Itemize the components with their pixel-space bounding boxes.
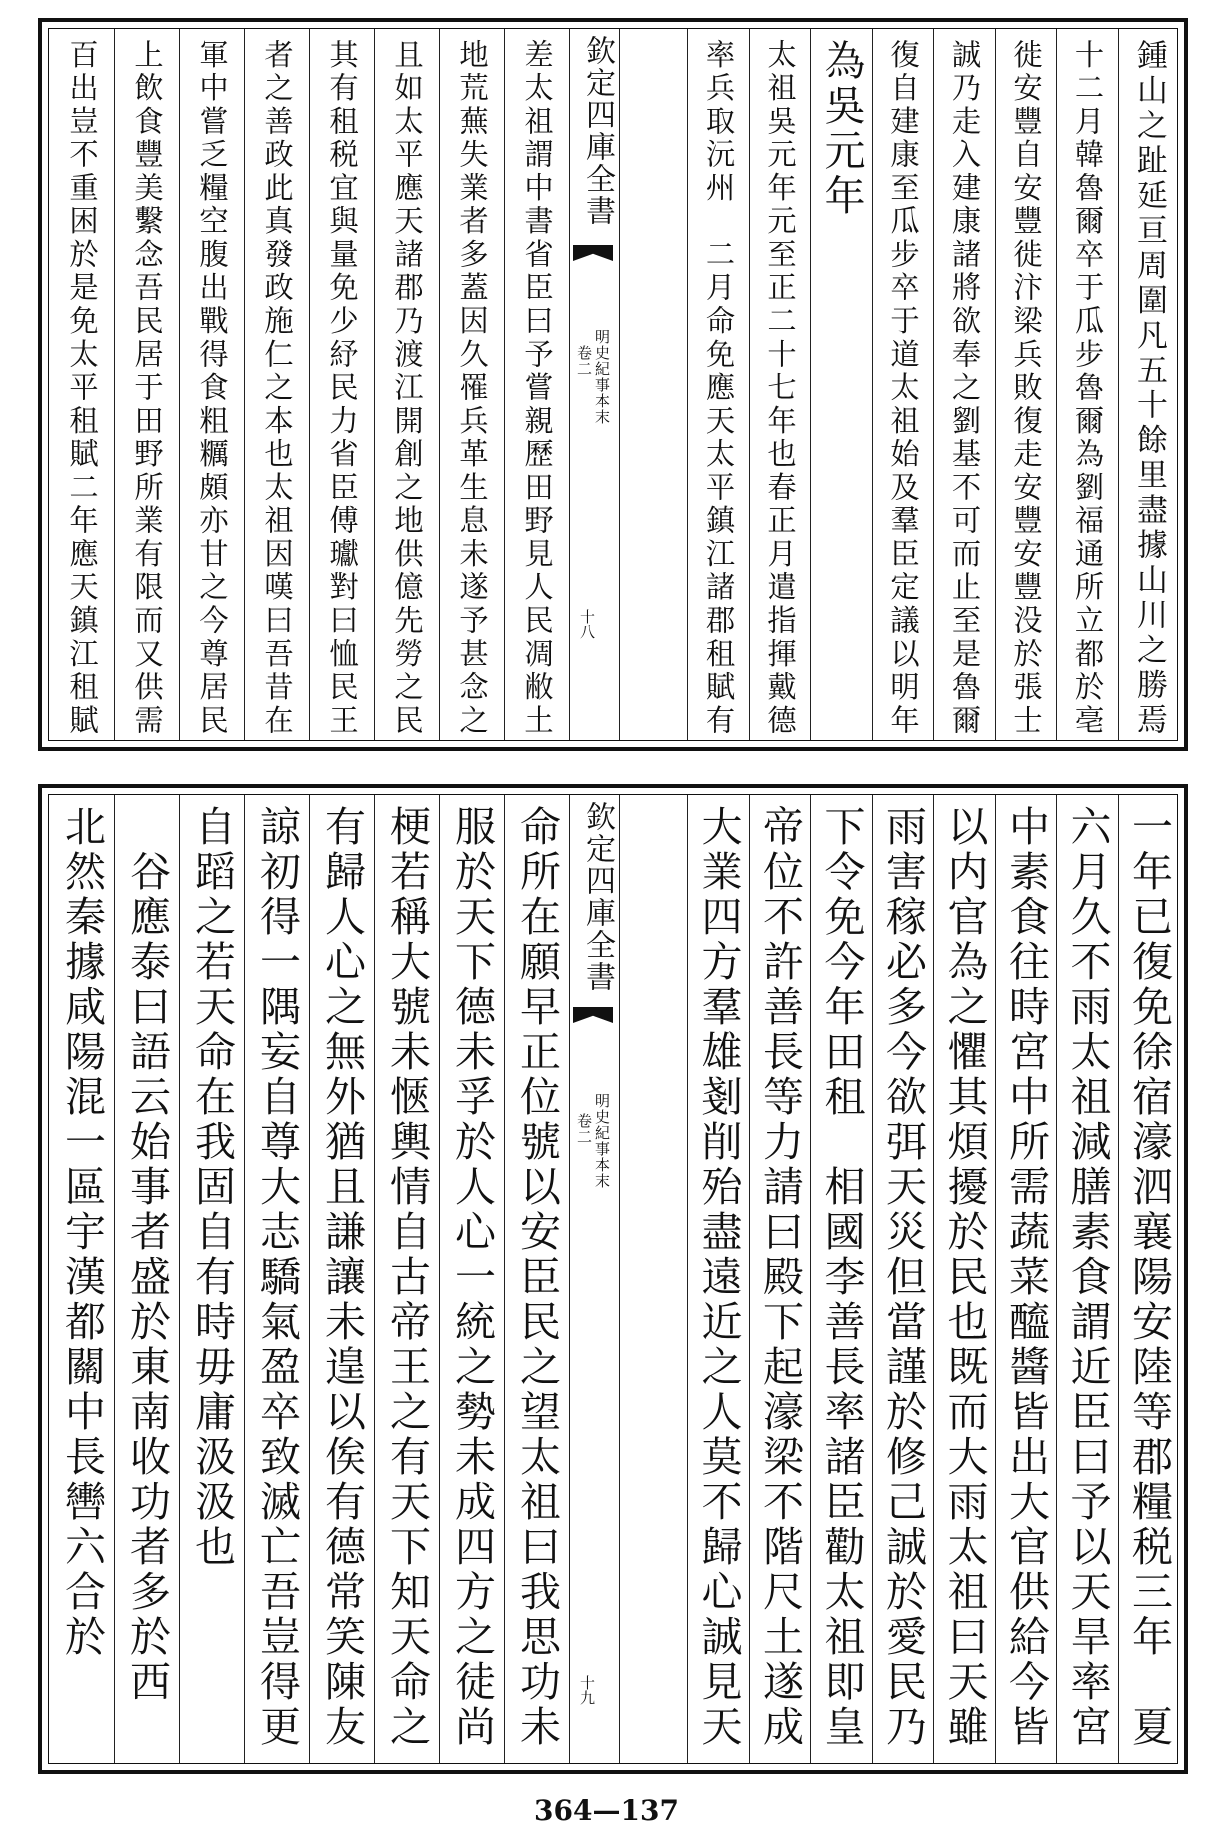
column-rule <box>439 29 440 740</box>
text-column: 命所在願早正位號以安臣民之望太祖曰我思功未 <box>513 805 561 1750</box>
text-column: 六月久不雨太祖減膳素食謂近臣曰予以天旱率宮 <box>1063 805 1112 1750</box>
column-rule <box>687 795 688 1763</box>
text-column: 雨害稼必多今欲弭天災但當謹於修己誠於愛民乃 <box>879 805 927 1750</box>
text-column: 誠乃走入建康諸將欲奉之劉基不可而止至是魯爾 <box>947 39 982 738</box>
page-footer-number: 364—137 <box>534 1794 679 1827</box>
column-rule <box>872 795 873 1763</box>
top-page-frame <box>48 28 1178 741</box>
column-rule <box>1118 795 1119 1763</box>
column-rule <box>114 29 115 740</box>
text-column: 梗若稱大號未愜輿情自古帝王之有天下知天命之 <box>383 805 431 1750</box>
column-rule <box>114 795 115 1763</box>
text-column: 以内官為之懼其煩擾於民也既而大雨太祖曰天雖 <box>940 805 989 1750</box>
center-strip-rule <box>619 29 620 740</box>
text-column: 率兵取沅州 二月命免應天太平鎮江諸郡租賦有 <box>701 39 736 738</box>
column-rule <box>749 795 750 1763</box>
text-column: 者之善政此真發政施仁之本也太祖因嘆曰吾昔在 <box>260 39 294 738</box>
column-rule <box>504 795 505 1763</box>
center-title: 欽定四庫全書 <box>580 35 615 227</box>
center-book-title: 明史紀事本末 <box>593 1093 611 1189</box>
column-rule <box>309 29 310 740</box>
center-title: 欽定四庫全書 <box>580 801 615 993</box>
column-rule <box>244 29 245 740</box>
text-column: 上飲食豐美繫念吾民居于田野所業有限而又供需 <box>130 39 164 738</box>
column-rule <box>244 795 245 1763</box>
top-center-strip <box>569 29 619 740</box>
text-column: 大業四方羣雄剗削殆盡遠近之人莫不歸心誠見天 <box>694 805 743 1750</box>
text-column: 一年已復免徐宿濠泗襄陽安陸等郡糧税三年 夏 <box>1125 805 1173 1750</box>
text-column: 為吳元年 <box>817 39 866 219</box>
text-column: 其有租税宜與量免少紓民力省臣傅瓛對曰恤民王 <box>325 39 359 738</box>
column-rule <box>687 29 688 740</box>
fishtail-mark-icon <box>573 1007 613 1023</box>
column-rule <box>1056 29 1057 740</box>
text-column: 百出豈不重困於是免太平租賦二年應天鎮江租賦 <box>65 39 99 738</box>
column-rule <box>179 795 180 1763</box>
text-column: 自蹈之若天命在我固自有時毋庸汲汲也 <box>188 805 236 1570</box>
column-rule <box>933 29 934 740</box>
bottom-page-frame <box>48 794 1178 1764</box>
text-column: 差太祖謂中書省臣曰予嘗親歷田野見人民凋敝土 <box>520 39 554 738</box>
text-column: 鍾山之趾延亘周圍凡五十餘里盡據山川之勝焉 <box>1131 39 1167 738</box>
text-column: 服於天下德未孚於人心一統之勢未成四方之徒尚 <box>448 805 496 1750</box>
text-column: 太祖吳元年元至正二十七年也春正月遣指揮戴德 <box>763 39 797 738</box>
fishtail-mark-icon <box>573 245 613 261</box>
column-rule <box>995 29 996 740</box>
text-column: 復自建康至瓜步卒于道太祖始及羣臣定議以明年 <box>886 39 920 738</box>
text-column: 谷應泰曰語云始事者盛於東南收功者多於西 <box>123 805 171 1705</box>
center-volume: 卷二 <box>575 1113 593 1145</box>
text-column: 下令免今年田租 相國李善長率諸臣勸太祖即皇 <box>817 805 866 1750</box>
text-column: 北然秦據咸陽混一區宇漢都關中長轡六合於 <box>58 805 106 1660</box>
bottom-page <box>38 784 1188 1774</box>
column-rule <box>504 29 505 740</box>
column-rule <box>374 29 375 740</box>
text-column: 徙安豐自安豐徙汴梁兵敗復走安豐安豐没於張士 <box>1009 39 1043 738</box>
column-rule <box>872 29 873 740</box>
text-column: 軍中嘗乏糧空腹出戰得食粗糲頗亦甘之今尊居民 <box>195 39 229 738</box>
bottom-center-strip <box>569 795 619 1763</box>
column-rule <box>439 795 440 1763</box>
text-column: 諒初得一隅妄自尊大志驕氣盈卒致滅亡吾豈得更 <box>253 805 301 1750</box>
column-rule <box>995 795 996 1763</box>
text-column: 帝位不許善長等力請曰殿下起濠梁不階尺土遂成 <box>756 805 804 1750</box>
text-column: 有歸人心之無外猶且謙讓未遑以俟有德常笑陳友 <box>318 805 366 1750</box>
text-column: 且如太平應天諸郡乃渡江開創之地供億先勞之民 <box>390 39 424 738</box>
center-page-number: 十八 <box>578 609 596 639</box>
top-page <box>38 18 1188 751</box>
column-rule <box>1118 29 1119 740</box>
column-rule <box>933 795 934 1763</box>
center-book-title: 明史紀事本末 <box>593 329 611 425</box>
column-rule <box>1056 795 1057 1763</box>
center-volume: 卷二 <box>575 345 593 377</box>
column-rule <box>810 795 811 1763</box>
column-rule <box>749 29 750 740</box>
center-strip-rule <box>619 795 620 1763</box>
column-rule <box>309 795 310 1763</box>
text-column: 中素食往時宮中所需蔬菜醯醬皆出大官供給今皆 <box>1002 805 1050 1750</box>
center-page-number: 十九 <box>578 1675 596 1705</box>
text-column: 地荒蕪失業者多蓋因久罹兵革生息未遂予甚念之 <box>455 39 489 738</box>
column-rule <box>179 29 180 740</box>
text-column: 十二月韓魯爾卒于瓜步魯爾為劉福通所立都於亳 <box>1070 39 1105 738</box>
column-rule <box>374 795 375 1763</box>
column-rule <box>810 29 811 740</box>
